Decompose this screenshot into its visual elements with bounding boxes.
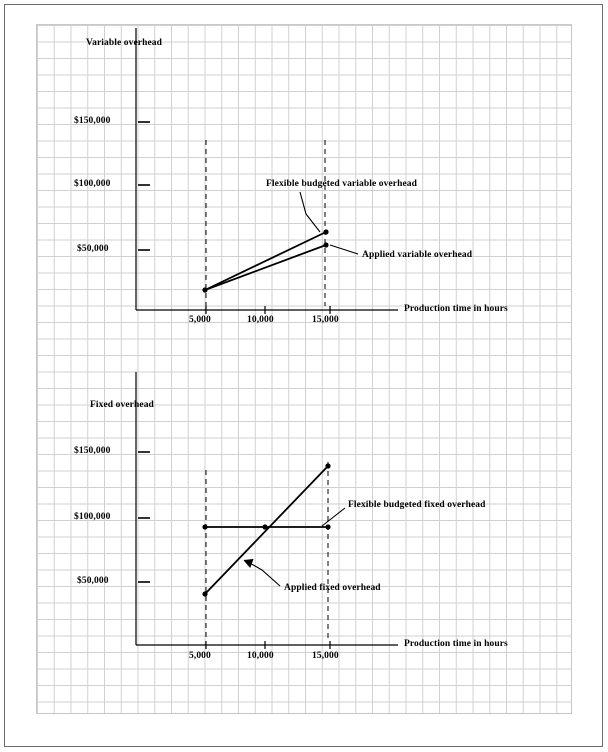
bottom-point-applied-end bbox=[325, 463, 330, 468]
top-line-applied bbox=[205, 245, 326, 290]
top-leader-flexible bbox=[300, 192, 320, 232]
bottom-point-flexible-mid bbox=[262, 524, 267, 529]
top-ylabel-50000: $50,000 bbox=[77, 244, 109, 254]
top-xlabel-5000: 5,000 bbox=[189, 315, 211, 325]
top-annotation-applied: Applied variable overhead bbox=[362, 250, 473, 260]
bottom-leader-applied bbox=[248, 562, 280, 586]
top-xlabel-15000: 15,000 bbox=[312, 315, 339, 325]
bottom-xlabel-5000: 5,000 bbox=[189, 651, 211, 661]
bottom-ylabel-150000: $150,000 bbox=[74, 446, 111, 456]
top-xaxis-title: Production time in hours bbox=[404, 304, 508, 314]
top-line-flexible-budgeted bbox=[205, 232, 326, 290]
bottom-annotation-applied: Applied fixed overhead bbox=[284, 583, 381, 593]
bottom-leader-applied-arrow bbox=[244, 559, 253, 567]
bottom-xlabel-15000: 15,000 bbox=[312, 651, 339, 661]
top-ylabel-100000: $100,000 bbox=[74, 179, 111, 189]
bottom-chart-title: Fixed overhead bbox=[90, 400, 154, 410]
bottom-line-applied bbox=[205, 466, 328, 594]
bottom-xaxis-title: Production time in hours bbox=[404, 639, 508, 649]
top-point-flexible-end bbox=[323, 229, 328, 234]
bottom-annotation-flexible: Flexible budgeted fixed overhead bbox=[348, 500, 486, 510]
bottom-ylabel-100000: $100,000 bbox=[74, 512, 111, 522]
bottom-point-flexible-start bbox=[202, 524, 207, 529]
bottom-xlabel-10000: 10,000 bbox=[247, 651, 274, 661]
top-ylabel-150000: $150,000 bbox=[74, 116, 111, 126]
bottom-point-applied-start bbox=[202, 591, 207, 596]
bottom-ylabel-50000: $50,000 bbox=[77, 576, 109, 586]
bottom-point-flexible-end bbox=[325, 524, 330, 529]
top-point-applied-end bbox=[323, 242, 328, 247]
bottom-leader-flexible bbox=[322, 508, 345, 526]
top-leader-applied bbox=[330, 245, 358, 254]
top-point-start bbox=[202, 287, 207, 292]
top-annotation-flexible: Flexible budgeted variable overhead bbox=[266, 179, 418, 189]
top-xlabel-10000: 10,000 bbox=[247, 315, 274, 325]
top-chart-title: Variable overhead bbox=[86, 38, 163, 48]
